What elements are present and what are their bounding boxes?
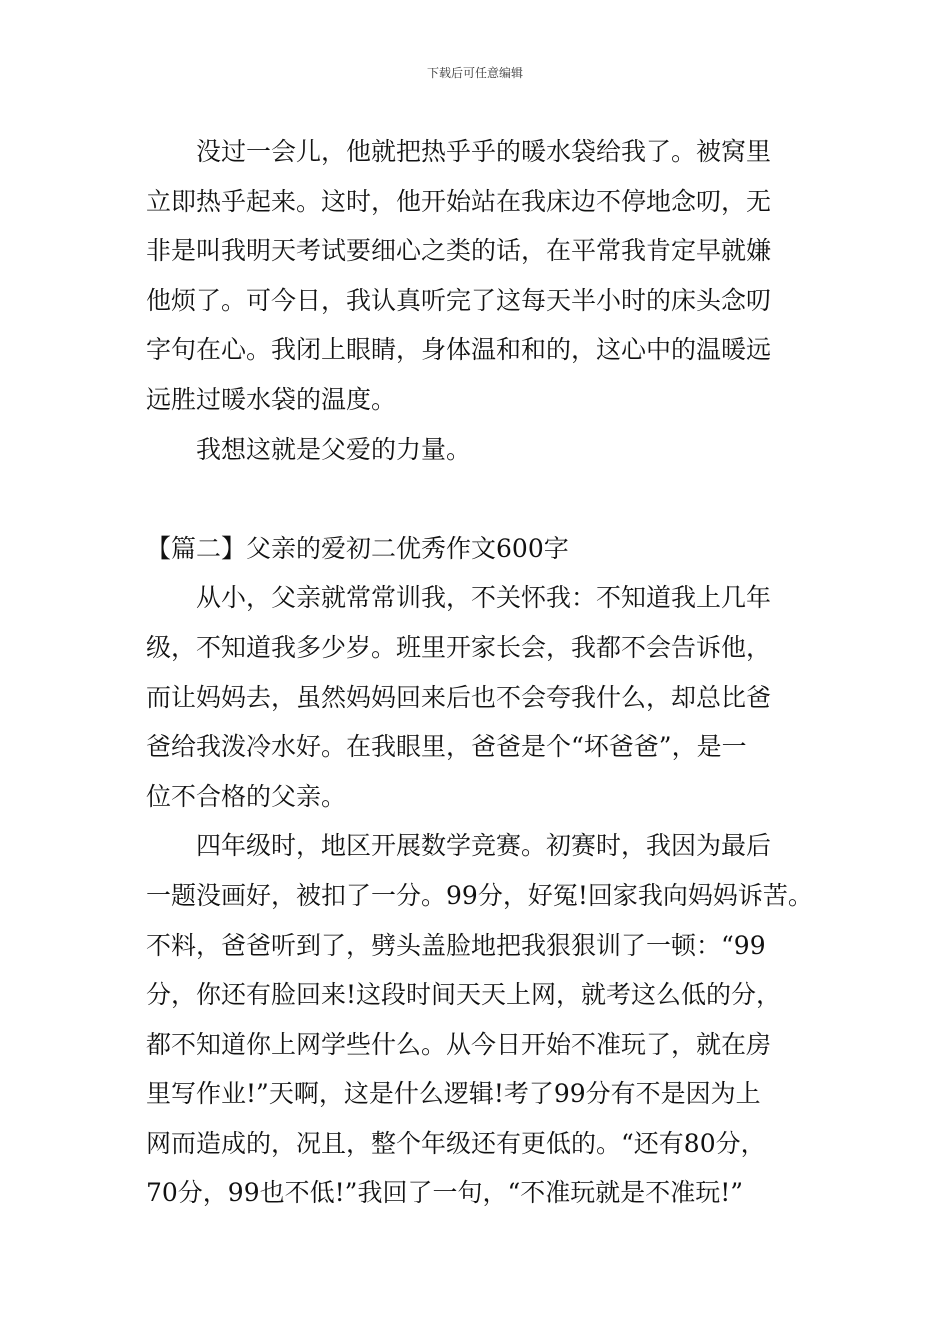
text-line: 一题没画好，被扣了一分。99分，好冤!回家我向妈妈诉苦。 <box>146 880 813 910</box>
text-line: 没过一会儿，他就把热乎乎的暖水袋给我了。被窝里 <box>196 137 772 166</box>
text-line: 远胜过暖水袋的温度。 <box>146 384 397 414</box>
text-line: 级，不知道我多少岁。班里开家长会，我都不会告诉他， <box>146 632 772 662</box>
text-line: 从小，父亲就常常训我，不关怀我：不知道我上几年 <box>196 583 772 613</box>
section-heading: 【篇二】父亲的爱初二优秀作文600字 <box>146 533 569 563</box>
text-line: 我想这就是父爱的力量。 <box>196 434 472 464</box>
text-line: 非是叫我明天考试要细心之类的话，在平常我肯定早就嫌 <box>146 236 772 266</box>
text-line: 都不知道你上网学些什么。从今日开始不准玩了，就在房 <box>146 1029 772 1059</box>
text-line: 四年级时，地区开展数学竞赛。初赛时，我因为最后 <box>196 831 772 861</box>
text-line: 70分，99也不低!”我回了一句，“不准玩就是不准玩!” <box>146 1178 744 1208</box>
text-line: 里写作业!”天啊，这是什么逻辑!考了99分有不是因为上 <box>146 1079 761 1109</box>
text-line: 立即热乎起来。这时，他开始站在我床边不停地念叨，无 <box>146 186 772 216</box>
blank-line <box>146 474 836 524</box>
text-line: 不料，爸爸听到了，劈头盖脸地把我狠狠训了一顿：“99 <box>146 930 766 960</box>
text-line: 网而造成的，况且，整个年级还有更低的。“还有80分， <box>146 1128 766 1158</box>
text-line: 位不合格的父亲。 <box>146 781 347 811</box>
page-header: 下载后可任意编辑 <box>426 66 523 80</box>
text-line: 爸给我泼冷水好。在我眼里，爸爸是个“坏爸爸”，是一 <box>146 732 747 762</box>
text-line: 他烦了。可今日，我认真听完了这每天半小时的床头念叨 <box>146 285 772 315</box>
text-line: 分，你还有脸回来!这段时间天天上网，就考这么低的分， <box>146 980 782 1010</box>
text-line: 字句在心。我闭上眼睛，身体温和和的，这心中的温暖远 <box>146 335 772 365</box>
text-line: 而让妈妈去，虽然妈妈回来后也不会夸我什么，却总比爸 <box>146 682 772 712</box>
document-body <box>146 127 836 1218</box>
